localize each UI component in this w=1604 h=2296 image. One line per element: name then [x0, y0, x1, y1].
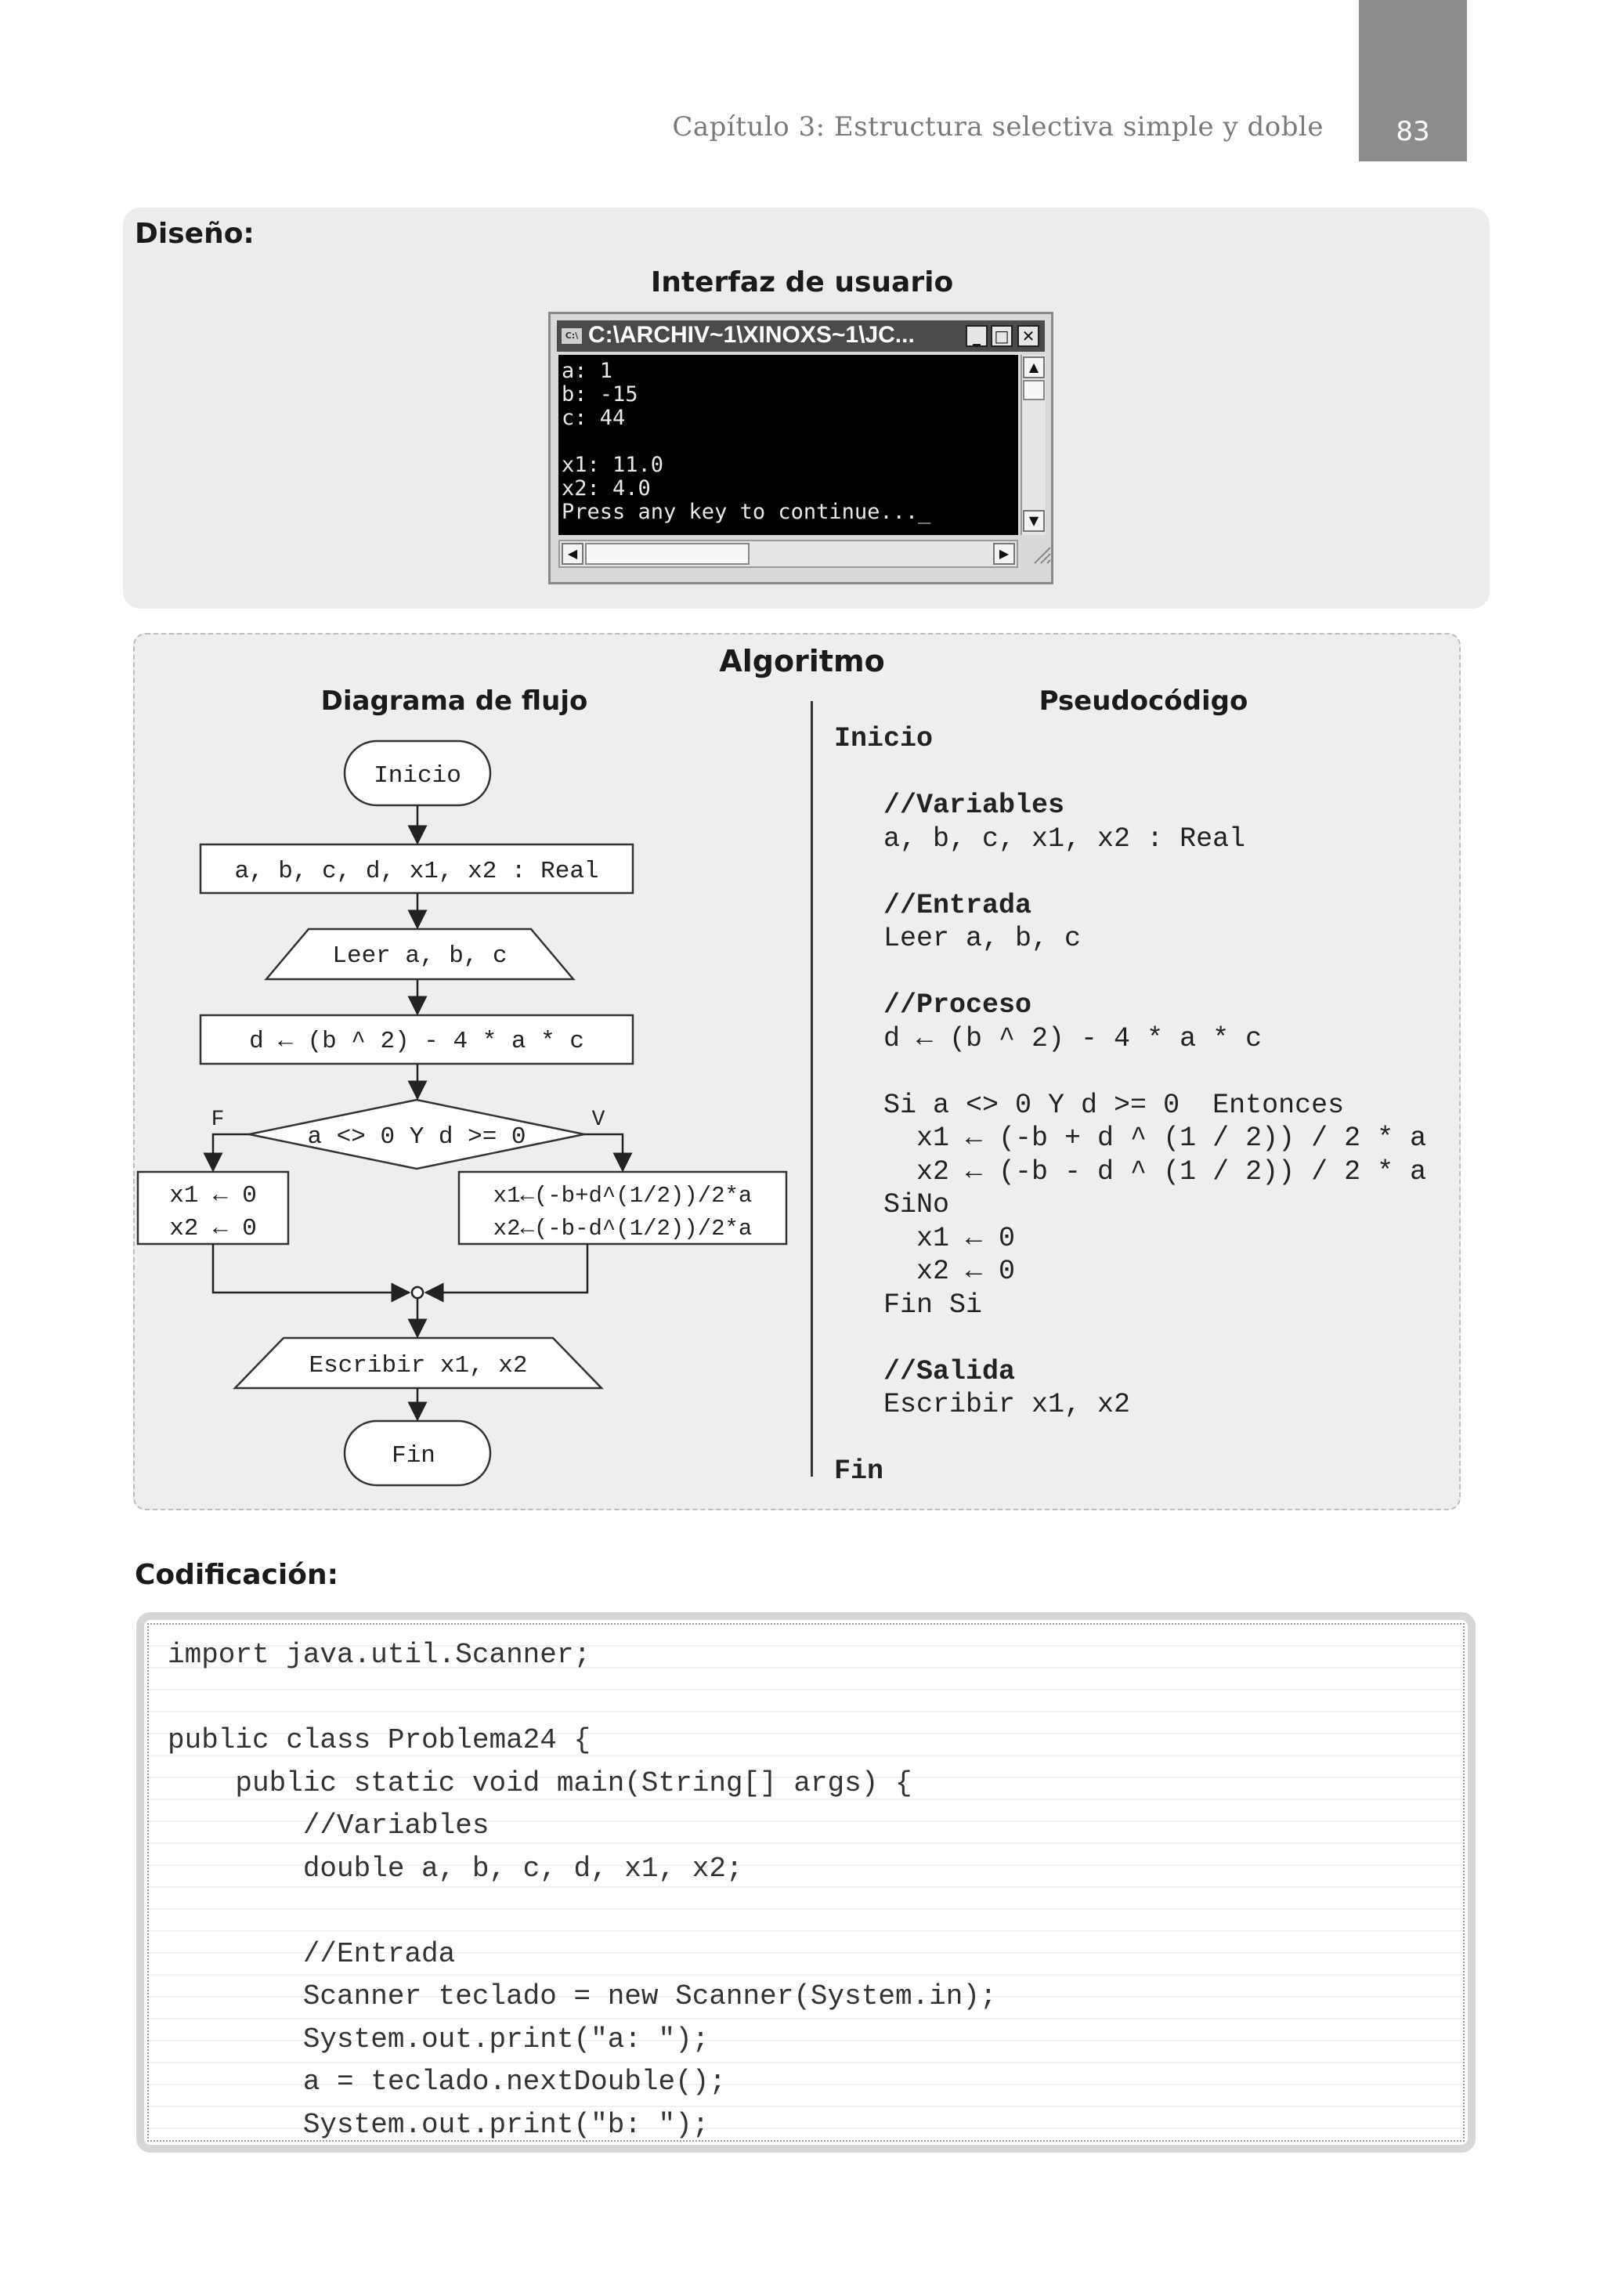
console-title: C:\ARCHIV~1\XINOXS~1\JC... — [588, 322, 915, 348]
code-line: double a, b, c, d, x1, x2; — [168, 1852, 743, 1885]
page-number-tab — [1359, 0, 1467, 161]
pseudocode-line — [834, 1055, 1426, 1089]
code-line — [168, 1890, 997, 1933]
flow-process-label: d ← (b ^ 2) - 4 * a * c — [249, 1028, 584, 1055]
code-line — [168, 1677, 997, 1720]
maximize-button[interactable]: □ — [991, 325, 1013, 347]
console-line: c: 44 — [562, 406, 626, 430]
code-listing — [136, 1612, 1476, 2153]
pseudocode-line: x1 ← (-b + d ^ (1 / 2)) / 2 * a — [834, 1123, 1427, 1154]
code-listing-inner — [147, 1623, 1465, 2142]
code-line: //Entrada — [168, 1937, 456, 1970]
pseudocode-line — [834, 855, 1426, 889]
code-line: public class Problema24 { — [168, 1724, 591, 1756]
close-button[interactable]: ✕ — [1017, 325, 1039, 347]
pseudocode-line: //Variables — [834, 790, 1065, 821]
pseudocode-line: //Entrada — [834, 889, 1032, 921]
pseudocode-line: x1 ← 0 — [834, 1222, 1016, 1254]
flow-true-line-1: x1←(-b+d^(1/2))/2*a — [493, 1183, 753, 1209]
flow-true-line-2: x2←(-b-d^(1/2))/2*a — [493, 1216, 753, 1242]
pseudocode-title: Pseudocódigo — [1039, 685, 1248, 717]
flow-declare-label: a, b, c, d, x1, x2 : Real — [234, 858, 599, 885]
code-line: System.out.print("b: "); — [168, 2108, 710, 2141]
coding-heading: Codificación: — [135, 1559, 339, 1591]
algorithm-divider — [811, 701, 813, 1477]
vertical-scroll-thumb[interactable] — [1023, 380, 1045, 400]
pseudocode-line: d ← (b ^ 2) - 4 * a * c — [834, 1022, 1263, 1054]
pseudocode-line: Fin Si — [834, 1289, 983, 1321]
flow-true-label: V — [591, 1108, 605, 1132]
code-line: System.out.print("a: "); — [168, 2023, 710, 2056]
horizontal-scroll-thumb[interactable] — [585, 543, 750, 565]
flow-merge-connector — [412, 1287, 423, 1298]
chapter-title: Capítulo 3: Estructura selectiva simple y doble — [672, 111, 1324, 143]
flowchart-title: Diagrama de flujo — [320, 685, 588, 717]
pseudocode — [834, 722, 1426, 1488]
flow-input-label: Leer a, b, c — [332, 942, 508, 970]
ui-title: Interfaz de usuario — [650, 266, 954, 298]
code-text — [168, 1634, 997, 2146]
design-heading: Diseño: — [135, 218, 255, 250]
code-line: Scanner teclado = new Scanner(System.in); — [168, 1980, 997, 2012]
algorithm-title: Algoritmo — [719, 644, 885, 678]
code-line: import java.util.Scanner; — [168, 1639, 591, 1671]
flow-false-line-1: x1 ← 0 — [169, 1182, 257, 1209]
console-line: b: -15 — [562, 382, 638, 407]
pseudocode-line: x2 ← 0 — [834, 1256, 1016, 1287]
pseudocode-line: a, b, c, x1, x2 : Real — [834, 823, 1246, 855]
minimize-button[interactable]: _ — [966, 325, 988, 347]
pseudocode-line: Escribir x1, x2 — [834, 1389, 1131, 1420]
horizontal-scrollbar[interactable] — [558, 540, 1018, 568]
pseudocode-line: SiNo — [834, 1189, 950, 1220]
code-line: //Variables — [168, 1810, 490, 1842]
flow-output-label: Escribir x1, x2 — [309, 1352, 528, 1379]
flow-false-line-2: x2 ← 0 — [169, 1215, 257, 1242]
scroll-left-icon[interactable]: ◀ — [562, 543, 583, 565]
flow-end-label: Fin — [392, 1442, 435, 1470]
scroll-down-icon[interactable]: ▼ — [1023, 510, 1045, 532]
pseudocode-line: Inicio — [834, 723, 934, 754]
scroll-up-icon[interactable]: ▲ — [1023, 356, 1045, 378]
pseudocode-line — [834, 756, 1426, 790]
pseudocode-line — [834, 1422, 1426, 1455]
code-line: a = teclado.nextDouble(); — [168, 2066, 726, 2098]
pseudocode-line: //Salida — [834, 1355, 1016, 1387]
console-line: a: 1 — [562, 359, 613, 383]
code-line: public static void main(String[] args) { — [168, 1766, 912, 1799]
pseudocode-line: Leer a, b, c — [834, 923, 1082, 954]
pseudocode-line: x2 ← (-b - d ^ (1 / 2)) / 2 * a — [834, 1155, 1427, 1188]
pseudocode-line: Fin — [834, 1455, 884, 1487]
console-titlebar[interactable] — [557, 320, 1045, 352]
console-app-icon: C:\ — [562, 328, 582, 344]
console-line: x1: 11.0 — [562, 453, 664, 477]
flow-decision-label: a <> 0 Y d >= 0 — [307, 1123, 526, 1151]
pseudocode-line: Si a <> 0 Y d >= 0 Entonces — [834, 1089, 1345, 1121]
console-output — [558, 355, 1018, 535]
pseudocode-line — [834, 1322, 1426, 1355]
flow-false-label: F — [211, 1108, 225, 1132]
console-line — [562, 430, 1015, 454]
pseudocode-line — [834, 956, 1426, 989]
pseudocode-line: //Proceso — [834, 989, 1032, 1021]
console-line: x2: 4.0 — [562, 476, 651, 501]
vertical-scrollbar[interactable] — [1021, 355, 1046, 535]
flowchart — [133, 729, 807, 1512]
scroll-right-icon[interactable]: ▶ — [993, 543, 1015, 565]
page-number: 83 — [1396, 116, 1430, 147]
console-line: Press any key to continue..._ — [562, 500, 931, 524]
resize-grip-icon[interactable] — [1030, 543, 1052, 565]
flow-start-label: Inicio — [374, 762, 461, 790]
console-window — [548, 312, 1053, 584]
